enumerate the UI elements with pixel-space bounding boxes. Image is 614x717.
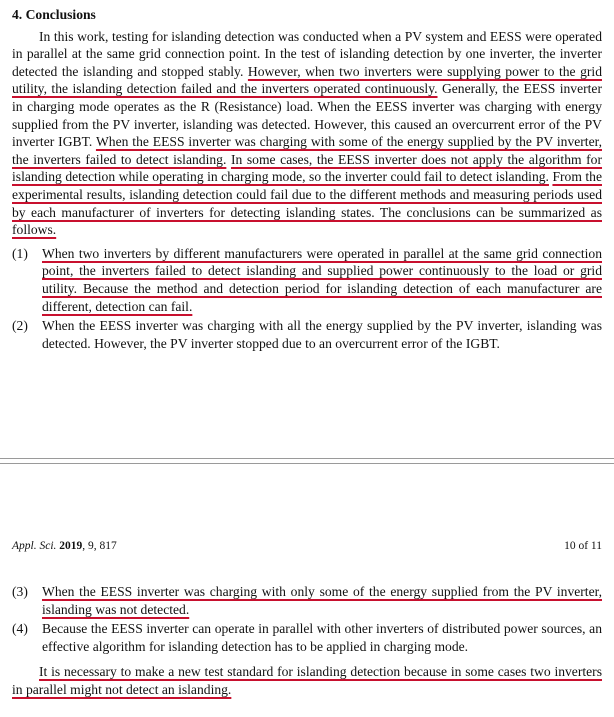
list-item xyxy=(12,620,602,655)
sentence: Generally, the EESS inverter in charging mode operates as the R (Resistance) load. When the EESS inverter was charging with energy supplied from the PV inverter, islanding was detected. However, this caused an overcurrent error of the PV inverter IGBT. xyxy=(12,81,602,150)
list-number: (4) xyxy=(12,621,28,637)
list-text: When the EESS inverter was charging with only some of the energy supplied from the PV inverter, islanding was not detected. xyxy=(42,584,602,617)
conclusion-list-1 xyxy=(12,245,602,353)
list-number: (2) xyxy=(12,318,28,334)
page-divider xyxy=(0,463,614,464)
list-text: When the EESS inverter was charging with all the energy supplied by the PV inverter, islanding was detected. However, the PV inverter stopped due to an overcurrent error of the IGBT. xyxy=(42,318,602,351)
journal-citation: Appl. Sci. 2019, 9, 817 xyxy=(12,540,117,552)
underlined-sentence: It is necessary to make a new test standard for islanding detection because in some cases two inverters in parallel might not detect an islanding. xyxy=(12,664,602,697)
underlined-sentence: From the experimental results, islanding detection could fail due to the different methods and measuring periods used by each manufacturer of inverters for detecting islanding states. The conclusions can be summarized as follows. xyxy=(12,169,602,238)
page-number: 10 of 11 xyxy=(564,540,602,552)
list-number: (1) xyxy=(12,245,28,261)
list-text: Because the EESS inverter can operate in parallel with other inverters of distributed power sources, an effective algorithm for islanding detection has to be applied in charging mode. xyxy=(42,621,602,654)
list-text: When two inverters by different manufacturers were operated in parallel at the same grid connection point, the inverters failed to detect islanding and supplied power continuously to the load or grid utility. Because the method and detection period for islanding detection of each manufacturer are different, detection can fail. xyxy=(42,245,602,314)
conclusions-section xyxy=(12,6,602,352)
continued-section xyxy=(12,583,602,699)
list-item xyxy=(12,245,602,315)
conclusions-paragraph xyxy=(12,28,602,239)
final-paragraph xyxy=(12,663,602,698)
page-divider xyxy=(0,458,614,459)
underlined-sentence: When the EESS inverter was charging with some of the energy supplied by the PV inverter, the inverters failed to detect islanding. xyxy=(12,134,602,167)
page-header xyxy=(12,540,602,552)
list-item xyxy=(12,317,602,352)
underlined-sentence: However, when two inverters were supplying power to the grid utility, the islanding detection failed and the inverters operated continuously. xyxy=(12,63,602,97)
underlined-sentence: In some cases, the EESS inverter does not apply the algorithm for islanding detection while operating in charging mode, so the inverter could fail to detect islanding. xyxy=(12,151,603,185)
sentence: In this work, testing for islanding detection was conducted when a PV system and EESS were operated in parallel at the same grid connection point. In the test of islanding detection by one inverter, the inverter detected the islanding and stopped stably. xyxy=(12,28,602,79)
list-item xyxy=(12,583,602,618)
section-heading: 4. Conclusions xyxy=(12,7,96,22)
list-number: (3) xyxy=(12,584,28,599)
